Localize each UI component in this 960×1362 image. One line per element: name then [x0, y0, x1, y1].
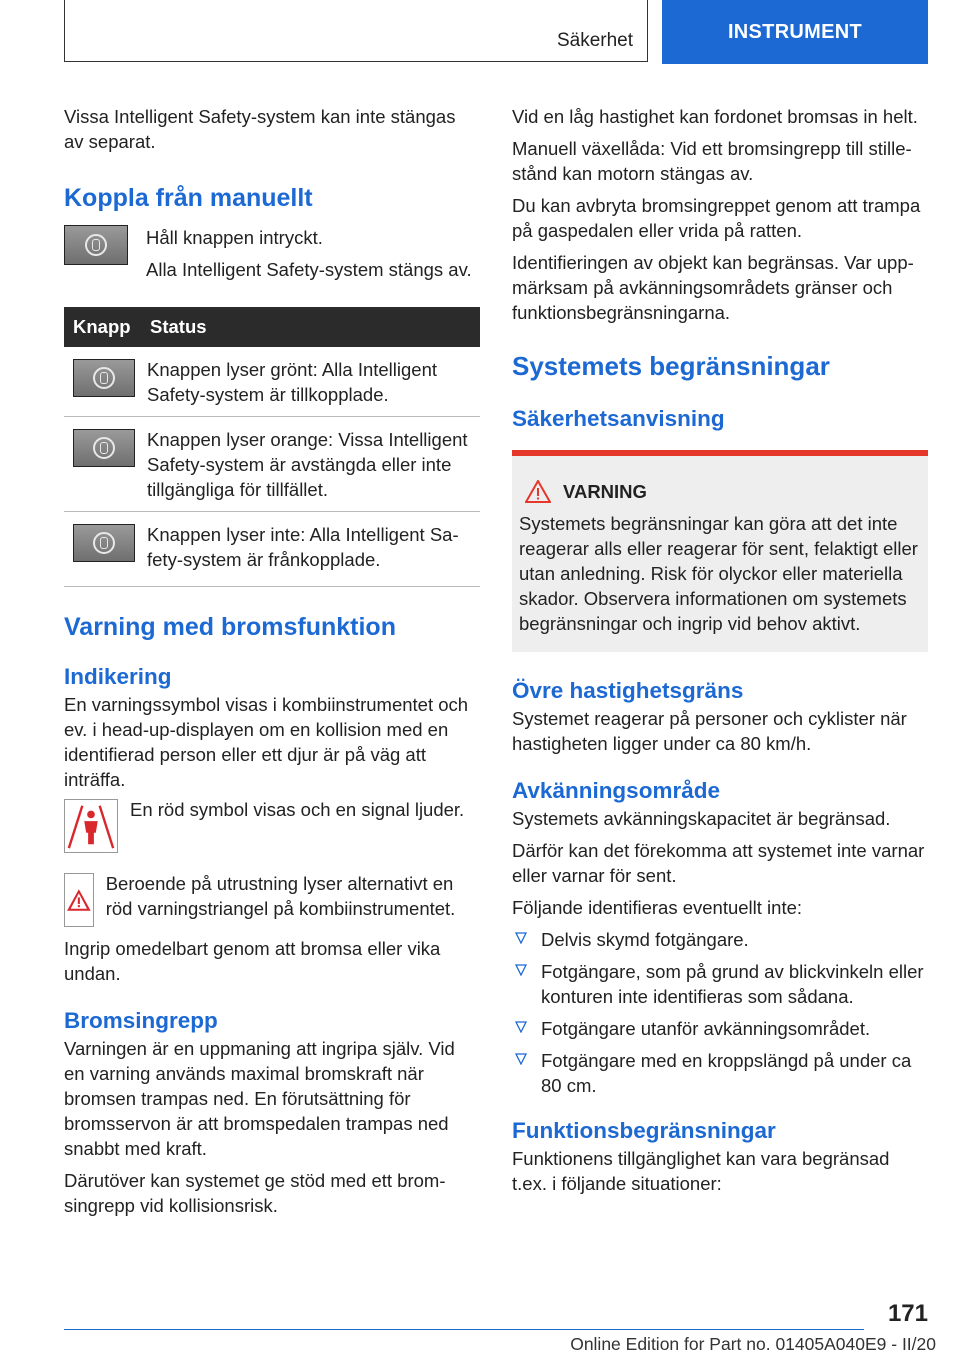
intro-paragraph: Vissa Intelligent Safety-system kan inte stängas av separat.: [64, 106, 456, 152]
warning-title: VARNING: [563, 480, 647, 502]
button-green-icon: [73, 359, 135, 397]
status-green: Knappen lyser grönt: Alla Intelligent Safety-system är tillkopplade.: [141, 347, 480, 417]
col-status-header: Status: [141, 307, 480, 347]
heading-brake-intervention: Bromsingrepp: [64, 1008, 218, 1033]
footer-divider: [64, 1329, 864, 1330]
warning-box: [512, 450, 928, 652]
symbol-red-person-block: [64, 799, 480, 853]
button-off-icon: [73, 524, 135, 562]
heading-function-limits: Funktionsbegränsningar: [512, 1118, 776, 1143]
status-off: Knappen lyser inte: Alla Intelligent Safety-system är frånkopplade.: [141, 512, 480, 587]
triangle-bullet-icon: [515, 1021, 527, 1033]
heading-detection-range: Avkänningsområde: [512, 778, 720, 803]
range-paragraph-3: Följande identifieras eventuellt inte:: [512, 897, 803, 918]
list-item: Fotgängare, som på grund av blickvinkeln eller konturen inte identifieras som sådana.: [512, 959, 928, 1009]
symbol2-text: Beroende på utrustning lyser alternativt en röd varningstriangel på kombiinstrumentet.: [105, 873, 456, 919]
chapter-tab[interactable]: INSTRUMENT: [662, 0, 928, 64]
intervene-paragraph: Ingrip omedelbart genom att bromsa eller vika undan.: [64, 938, 441, 984]
symbol-red-triangle-block: [64, 873, 480, 928]
heading-system-limits: Systemets begränsningar: [512, 351, 830, 381]
safety-button-icon: [64, 225, 128, 265]
right-paragraph-4: Identifieringen av objekt kan begränsas. Var uppmärksam på avkänningsområdets gränser och funktionsbegränsningarna.: [512, 252, 914, 323]
warning-triangle-small-icon: [525, 480, 551, 503]
table-row: [64, 512, 480, 587]
indication-paragraph: En varningssymbol visas i kombiinstrumentet och ev. i head-up-displayen om en kollision med en identifierad person eller ett djur är på väg att inträffa.: [64, 694, 469, 790]
range-paragraph-2: Därför kan det förekomma att systemet inte varnar eller varnar för sent.: [512, 840, 925, 886]
manual-step-2: Alla Intelligent Safety-system stängs av.: [146, 259, 472, 280]
right-paragraph-1: Vid en låg hastighet kan fordonet bromsas in helt.: [512, 106, 918, 127]
table-row: [64, 347, 480, 417]
list-item: Fotgängare med en kroppslängd på under ca 80 cm.: [512, 1048, 928, 1098]
left-column: [64, 104, 480, 1225]
table-row: [64, 417, 480, 512]
brake-paragraph-2: Därutöver kan systemet ge stöd med ett bromsingrepp vid kollisionsrisk.: [64, 1170, 446, 1216]
manual-step-1: Håll knappen intryckt.: [146, 227, 323, 248]
list-item: Fotgängare utanför avkänningsområdet.: [512, 1016, 928, 1041]
footer-edition[interactable]: [570, 1334, 936, 1355]
page-number: 171: [887, 1300, 928, 1327]
function-paragraph: Funktionens tillgänglighet kan vara begränsad t.ex. i följande situationer:: [512, 1148, 890, 1194]
list-item: Delvis skymd fotgängare.: [512, 927, 928, 952]
right-paragraph-3: Du kan avbryta bromsingreppet genom att trampa på gaspedalen eller vrida på ratten.: [512, 195, 921, 241]
section-box: [64, 0, 648, 62]
warning-triangle-icon: [64, 873, 94, 927]
heading-safety-note: Säkerhetsanvisning: [512, 406, 725, 431]
heading-manual-off: Koppla från manuellt: [64, 184, 313, 212]
brake-paragraph-1: Varningen är en uppmaning att ingripa själv. Vid en varning används maximal bromskraft när bromsen trampas ned. En förutsättning för bromsservon är att bromspedalen trampas ned snabbt med kraft.: [64, 1038, 455, 1159]
status-table: [64, 307, 480, 587]
right-column: [512, 104, 928, 1203]
symbol1-text: En röd symbol visas och en signal ljuder.: [130, 799, 465, 820]
triangle-bullet-icon: [515, 964, 527, 976]
speed-paragraph: Systemet reagerar på personer och cyklister när hastigheten ligger under ca 80 km/h.: [512, 708, 907, 754]
heading-brake-warning: Varning med bromsfunktion: [64, 613, 396, 641]
heading-indication: Indikering: [64, 664, 172, 689]
section-title: Säkerhet: [556, 30, 633, 51]
manual-off-block: [64, 225, 480, 289]
footer-edition-text: Online Edition for Part no. 01405A040E9 - II/20: [570, 1334, 936, 1354]
status-orange: Knappen lyser orange: Vissa Intelligent Safety-system är avstängda eller inte tillgängliga för tillfället.: [141, 417, 480, 512]
col-button-header: Knapp: [64, 307, 141, 347]
person-warning-icon: [64, 799, 118, 853]
range-paragraph-1: Systemets avkänningskapacitet är begränsad.: [512, 808, 891, 829]
triangle-bullet-icon: [515, 1053, 527, 1065]
button-orange-icon: [73, 429, 135, 467]
right-paragraph-2: Manuell växellåda: Vid ett bromsingrepp till stillestånd kan motorn stängas av.: [512, 138, 912, 184]
warning-text: Systemets begränsningar kan göra att det inte reagerar alls eller reagerar för sent, felaktigt eller utan anledning. Risk för olyckor eller materiella skador. Observera informationen om systemets begränsningar och ingrip vid behov aktivt.: [519, 513, 918, 634]
undetected-list: [512, 927, 928, 1098]
page-header: [64, 0, 928, 64]
triangle-bullet-icon: [515, 932, 527, 944]
heading-speed-limit: Övre hastighetsgräns: [512, 678, 744, 703]
